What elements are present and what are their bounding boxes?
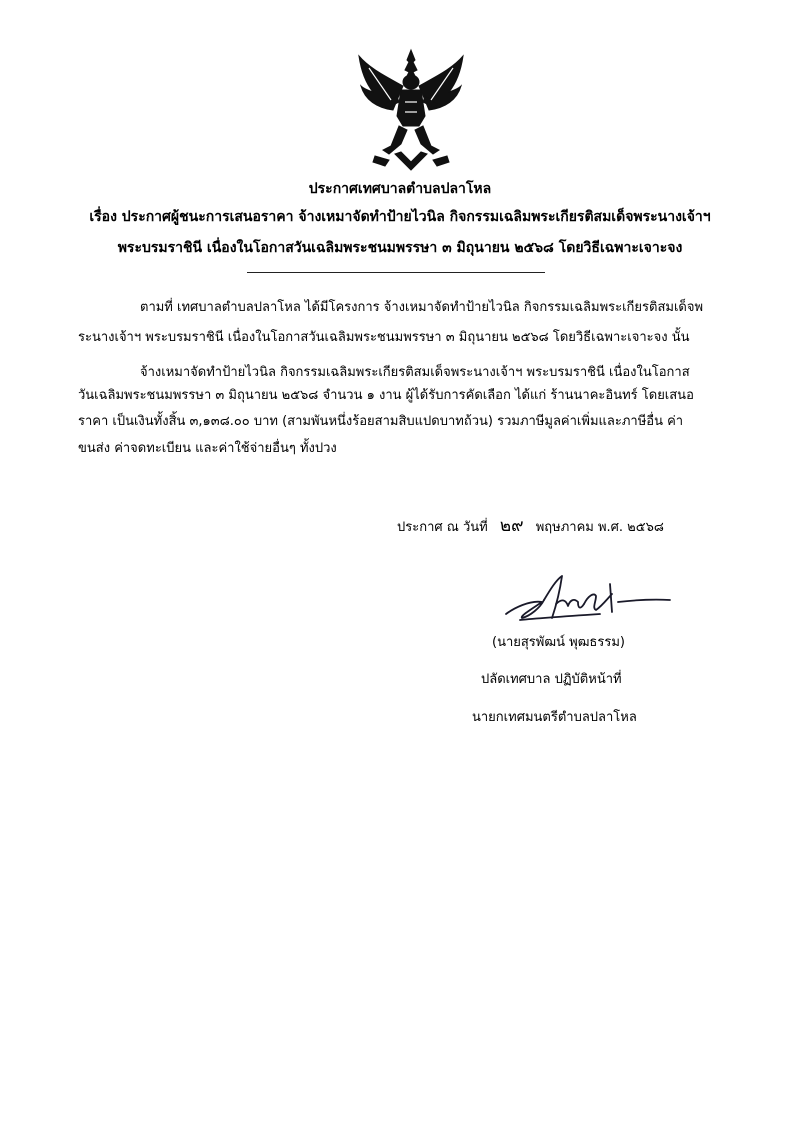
- subject-line-2: พระบรมราชินี เนื่องในโอกาสวันเฉลิมพระชนมพรรษา ๓ มิถุนายน ๒๕๖๘ โดยวิธีเฉพาะเจาะจง: [117, 240, 683, 256]
- subject-line-1: เรื่อง ประกาศผู้ชนะการเสนอราคา จ้างเหมาจัดทำป้ายไวนิล กิจกรรมเฉลิมพระเกียรติสมเด็จพระนางเจ้าฯ: [89, 209, 711, 225]
- announce-date: [397, 512, 664, 539]
- title-divider: [247, 272, 545, 273]
- signatory-position-1: ปลัดเทศบาล ปฏิบัติหน้าที่: [481, 672, 622, 687]
- signatory-name: (นายสุรพัฒน์ พุฒธรรม): [492, 635, 625, 650]
- body-line-5: ราคา เป็นเงินทั้งสิ้น ๓,๑๓๘.๐๐ บาท (สามพันหนึ่งร้อยสามสิบแปดบาทถ้วน) รวมภาษีมูลค่าเพิ่มและภาษีอื่น ค่า: [78, 414, 684, 429]
- announce-prefix: ประกาศ ณ วันที่: [397, 520, 488, 535]
- body-line-4: วันเฉลิมพระชนมพรรษา ๓ มิถุนายน ๒๕๖๘ จำนวน ๑ งาน ผู้ได้รับการคัดเลือก ได้แก่ ร้านนาคะอินทร์ โดยเสนอ: [78, 388, 694, 403]
- garuda-emblem-icon: [355, 46, 467, 174]
- signatory-position-2: นายกเทศมนตรีตำบลปลาโหล: [472, 710, 637, 725]
- announce-month-year: พฤษภาคม พ.ศ. ๒๕๖๘: [535, 520, 664, 535]
- body-line-2: ระนางเจ้าฯ พระบรมราชินี เนื่องในโอกาสวันเฉลิมพระชนมพรรษา ๓ มิถุนายน ๒๕๖๘ โดยวิธีเฉพาะเจาะจง นั้น: [78, 330, 690, 345]
- body-line-6: ขนส่ง ค่าจดทะเบียน และค่าใช้จ่ายอื่นๆ ทั้งปวง: [78, 441, 337, 456]
- announce-day: ๒๙: [499, 516, 524, 536]
- body-line-3: จ้างเหมาจัดทำป้ายไวนิล กิจกรรมเฉลิมพระเกียรติสมเด็จพระนางเจ้าฯ พระบรมราชินี เนื่องในโอกาส: [140, 365, 690, 380]
- body-line-1: ตามที่ เทศบาลตำบลปลาโหล ได้มีโครงการ จ้างเหมาจัดทำป้ายไวนิล กิจกรรมเฉลิมพระเกียรติสมเด็จพ: [140, 300, 704, 315]
- announcement-title: ประกาศเทศบาลตำบลปลาโหล: [308, 181, 492, 197]
- handwritten-signature: [500, 570, 675, 630]
